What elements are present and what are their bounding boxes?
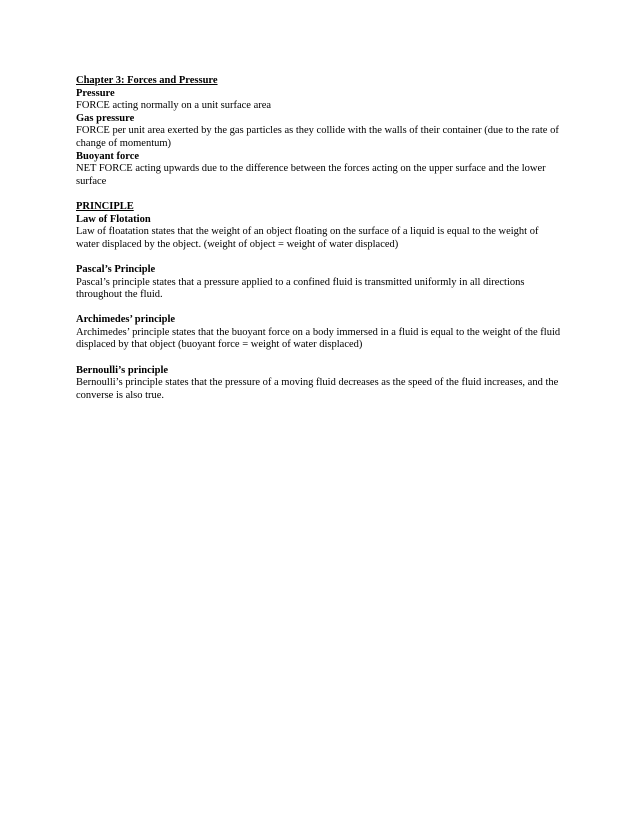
spacer [76,188,562,201]
definition-text: FORCE acting normally on a unit surface area [76,100,272,112]
definition-term: Gas pressure [76,112,135,124]
definition-buoyant-force [76,151,562,189]
principle-name: Pascal’s Principle [76,263,156,275]
principle-text: Pascal’s principle states that a pressure applied to a confined fluid is transmitted uniformly in all directions throughout the fluid. [76,276,525,301]
definition-text: NET FORCE acting upwards due to the difference between the forces acting on the upper surface and the lower surface [76,163,546,187]
spacer [76,251,562,264]
definition-text: FORCE per unit area exerted by the gas particles as they collide with the walls of their container (due to the rate of change of momentum) [76,125,559,149]
definition-term: Buoyant force [76,150,140,162]
principle-name: Bernoulli’s principle [76,364,169,376]
principle-bernoulli [76,365,562,403]
definition-gas-pressure [76,113,562,151]
principle-name: Law of Flotation [76,213,151,225]
definition-term: Pressure [76,87,115,99]
principle-law-of-flotation [76,214,562,252]
principle-pascal [76,264,562,302]
principle-text: Archimedes’ principle states that the buoyant force on a body immersed in a fluid is equal to the weight of the fluid displaced by that object (buoyant force = weight of water displaced) [76,326,561,351]
principle-text: Law of floatation states that the weight of an object floating on the surface of a liquid is equal to the weight of water displaced by the object. (weight of object = weight of water displaced) [76,226,539,250]
definition-pressure [76,88,562,113]
spacer [76,352,562,365]
document-page [76,75,562,402]
chapter-title: Chapter 3: Forces and Pressure [76,75,218,86]
principle-section-heading: PRINCIPLE [76,200,134,212]
principle-name: Archimedes’ principle [76,314,176,326]
principle-archimedes [76,314,562,352]
spacer [76,302,562,315]
principle-text: Bernoulli’s principle states that the pressure of a moving fluid decreases as the speed of the fluid increases, and the converse is also true. [76,377,559,401]
